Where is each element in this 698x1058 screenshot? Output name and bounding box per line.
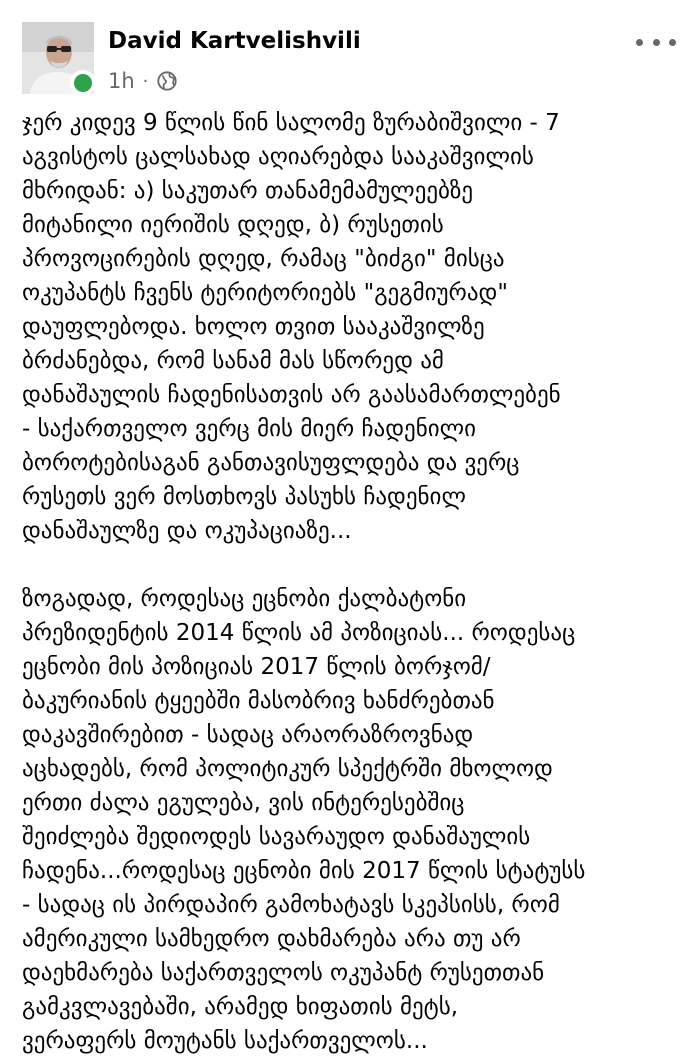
post-body [22, 106, 682, 1058]
more-horizontal-icon-dot [653, 39, 660, 46]
post-header [0, 0, 698, 100]
author-name[interactable]: David Kartvelishvili [108, 28, 361, 54]
post-meta [108, 68, 178, 94]
online-status-indicator [70, 70, 96, 96]
meta-separator: · [142, 70, 149, 92]
more-options-button[interactable] [636, 30, 676, 54]
paragraph-gap [22, 548, 682, 582]
more-horizontal-icon [636, 39, 643, 46]
post-paragraph-2: ზოგადად, როდესაც ეცნობი ქალბატონი პრეზიდენტის 2014 წლის ამ პოზიციას... როდესაც ეცნობი მის პოზიციას 2017 წლის ბორჯომ/ ბაკურიანის ტყეებში მასობრივ ხანძრებთან დაკავშირებით - სადაც არაორაზროვნად აცხადებს, რომ პოლიტიკურ სპექტრში მხოლოდ ერთი ძალა ეგულება, ვის ინტერესებშიც შეიძლება შედიოდეს სავარაუდო დანაშაულის ჩადენა...როდესაც ეცნობი მის 2017 წლის სტატუსს - სადაც ის პირდაპირ გამოხატავს სკეპსისს, რომ ამერიკული სამხედრო დახმარება არა თუ არ დაეხმარება საქართველოს ოკუპანტ რუსეთთან გამკვლავებაში, არამედ ხიფათის მეტს, ვერაფერს მოუტანს საქართველოს... [22, 586, 586, 1054]
author-avatar-container[interactable] [22, 22, 94, 94]
post-paragraph-1: ჯერ კიდევ 9 წლის წინ სალომე ზურაბიშვილი - 7 აგვისტოს ცალსახად აღიარებდა სააკაშვილის მხრიდან: ა) საკუთარ თანამემამულეებზე მიტანილი იერიშის დღედ, ბ) რუსეთის პროვოცირების დღედ, რამაც "ბიძგი" მისცა ოკუპანტს ჩვენს ტერიტორიებს "გეგმიურად" დაუფლებოდა. ხოლო თვით სააკაშვილზე ბრძანებდა, რომ სანამ მას სწორედ ამ დანაშაულის ჩადენისათვის არ გაასამართლებენ - საქართველო ვერც მის მიერ ჩადენილი ბოროტებისაგან განთავისუფლდება და ვერც რუსეთს ვერ მოსთხოვს პასუხს ჩადენილ დანაშაულზე და ოკუპაციაზე... [22, 110, 561, 544]
more-horizontal-icon-dot [669, 39, 676, 46]
post-timestamp[interactable]: 1h [108, 69, 135, 93]
globe-icon[interactable] [156, 70, 178, 92]
